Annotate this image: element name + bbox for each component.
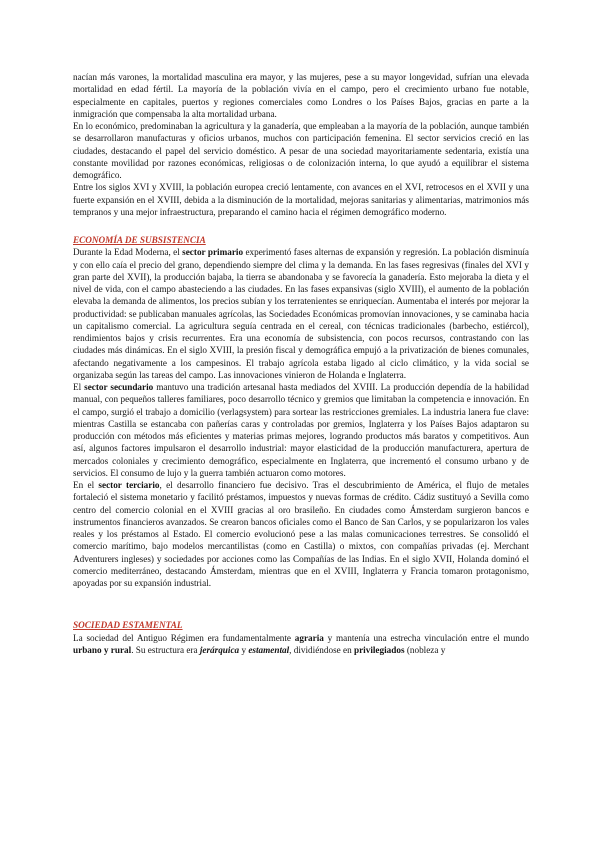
text-run: En el [73, 480, 99, 490]
section-title-economia: ECONOMÍA DE SUBSISTENCIA [73, 235, 206, 245]
sociedad-paragraph-1 [73, 632, 529, 657]
text-run: y mantenía una estrecha vinculación entre el mundo [323, 632, 529, 643]
term-agraria: agraria [294, 632, 324, 643]
text-run: (nobleza y [404, 644, 446, 655]
text-run: mantuvo una tradición artesanal hasta mediados del XVIII. La producción dependía de la habilidad manual, con pequeños talleres familiares, poco desarrollo técnico y gremios que limitaban la competencia e innovación. En el campo, surgió el trabajo a domicilio (verlagsystem) para sortear las restricciones gremiales. La industria lanera fue clave: mientras Castilla se estancaba con pañerías caras y controladas por gremios, Inglaterra y los Países Bajos adaptaron su producción con métodos más eficientes y materias primas mejores, logrando productos más baratos y competitivos. Aun así, algunos factores impulsaron el desarrollo industrial: mayor elasticidad de la producción manufacturera, apertura de mercados coloniales y crecimiento demográfico, especialmente en Inglaterra, que incrementó el consumo urbano y de servicios. El consumo de lujo y la guerra también actuaron como motores. [73, 382, 529, 478]
text-run: y [239, 644, 249, 655]
term-jerarquica: jerárquica [199, 644, 240, 655]
text-run: La sociedad del Antiguo Régimen era fundamentalmente [73, 632, 295, 643]
economia-paragraph-secundario [73, 381, 529, 479]
text-run: El [73, 382, 85, 392]
intro-paragraph-3: Entre los siglos XVI y XVIII, la población europea creció lentamente, con avances en el XVI, retrocesos en el XVII y una fuerte expansión en el XVIII, debida a la disminución de la mortalidad, mejoras sanitarias y alimentarias, matrimonios más tempranos y una mejor infraestructura, preparando el camino hacia el régimen demográfico moderno. [73, 182, 529, 217]
term-sector-primario: sector primario [182, 247, 244, 258]
text-run: , dividiéndose en [289, 644, 354, 655]
intro-paragraph-2: En lo económico, predominaban la agricultura y la ganadería, que empleaban a la mayoría de la población, aunque también se desarrollaron manufacturas y oficios urbanos, muchos con participación femenina. El sector servicios creció en las ciudades, destacando el papel del servicio doméstico. A pesar de una sociedad mayoritariamente sedentaria, existía una constante movilidad por razones económicas, religiosas o de colonización interna, lo que ayudó a equilibrar el sistema demográfico. [73, 121, 529, 180]
section-title-sociedad: SOCIEDAD ESTAMENTAL [73, 620, 183, 631]
term-estamental: estamental [248, 644, 290, 655]
text-run: , el desarrollo financiero fue decisivo. Tras el descubrimiento de América, el flujo de metales fortaleció el sistema monetario y facilitó préstamos, impuestos y nuevas formas de crédito. Cádiz sustituyó a Sevilla como centro del comercio colonial en el XVIII gracias al oro brasileño. En ciudades como Ámsterdam surgieron bancos e instrumentos financieros avanzados. Se crearon bancos oficiales como el Banco de San Carlos, y se popularizaron los vales reales y los préstamos al Estado. El comercio evolucionó pese a las malas comunicaciones terrestres. Se consolidó el comercio marítimo, bajo modelos mercantilistas (como en Castilla) o mixtos, con compañías privadas (ej. Merchant Adventurers ingleses) y sociedades por acciones como las Compañías de las Indias. En el siglo XVII, Holanda dominó el comercio mediterráneo, destacando Ámsterdam, mientras que en el XVIII, Inglaterra y Francia tomaron protagonismo, apoyadas por su expansión industrial. [73, 480, 530, 588]
text-run: Durante la Edad Moderna, el [73, 247, 183, 258]
text-run: . Su estructura era [131, 644, 200, 655]
economia-paragraph-primario [73, 246, 529, 381]
intro-paragraph-1: nacían más varones, la mortalidad masculina era mayor, y las mujeres, pese a su mayor longevidad, sufrían una elevada mortalidad en edad fértil. La mayoría de la población vivía en el campo, pero el crecimiento urbano fue notable, especialmente en capitales, puertos y regiones comerciales como Londres o los Países Bajos, gracias en parte a la inmigración que compensaba la alta mortalidad urbana. [73, 72, 529, 119]
economia-paragraph-terciario [73, 479, 529, 589]
term-sector-secundario: sector secundario [84, 382, 154, 392]
text-run: experimentó fases alternas de expansión y regresión. La población disminuía y con ello caía el precio del grano, dependiendo siempre del clima y la demanda. En las fases regresivas (finales del XVI y gran parte del XVII), la producción bajaba, la tierra se abandonaba y se favorecía la ganadería. Esto mejoraba la dieta y el nivel de vida, con el campo abasteciendo a las ciudades. En las fases expansivas (siglo XVIII), el aumento de la población elevaba la demanda de alimentos, los precios subían y los terratenientes se enriquecían. Aumentaba el interés por mejorar la productividad: se publicaban manuales agrícolas, las Sociedades Económicas promovían innovaciones, y se caminaba hacia un capitalismo comercial. La agricultura seguía centrada en el cereal, con técnicas tradicionales (barbecho, estiércol), rendimientos bajos y crisis recurrentes. Era una economía de subsistencia, con pocos recursos, contrastando con las ciudades más dinámicas. En el siglo XVIII, la presión fiscal y demográfica empujó a la privatización de bienes comunales, afectando negativamente a los campesinos. El trabajo agrícola estaba ligado al ciclo climático, y la vida social se organizaba según las tareas del campo. Las innovaciones vinieron de Holanda e Inglaterra. [73, 247, 529, 380]
term-privilegiados: privilegiados [353, 644, 405, 655]
term-urbano-rural: urbano y rural [73, 644, 132, 655]
term-sector-terciario: sector terciario [98, 480, 160, 490]
